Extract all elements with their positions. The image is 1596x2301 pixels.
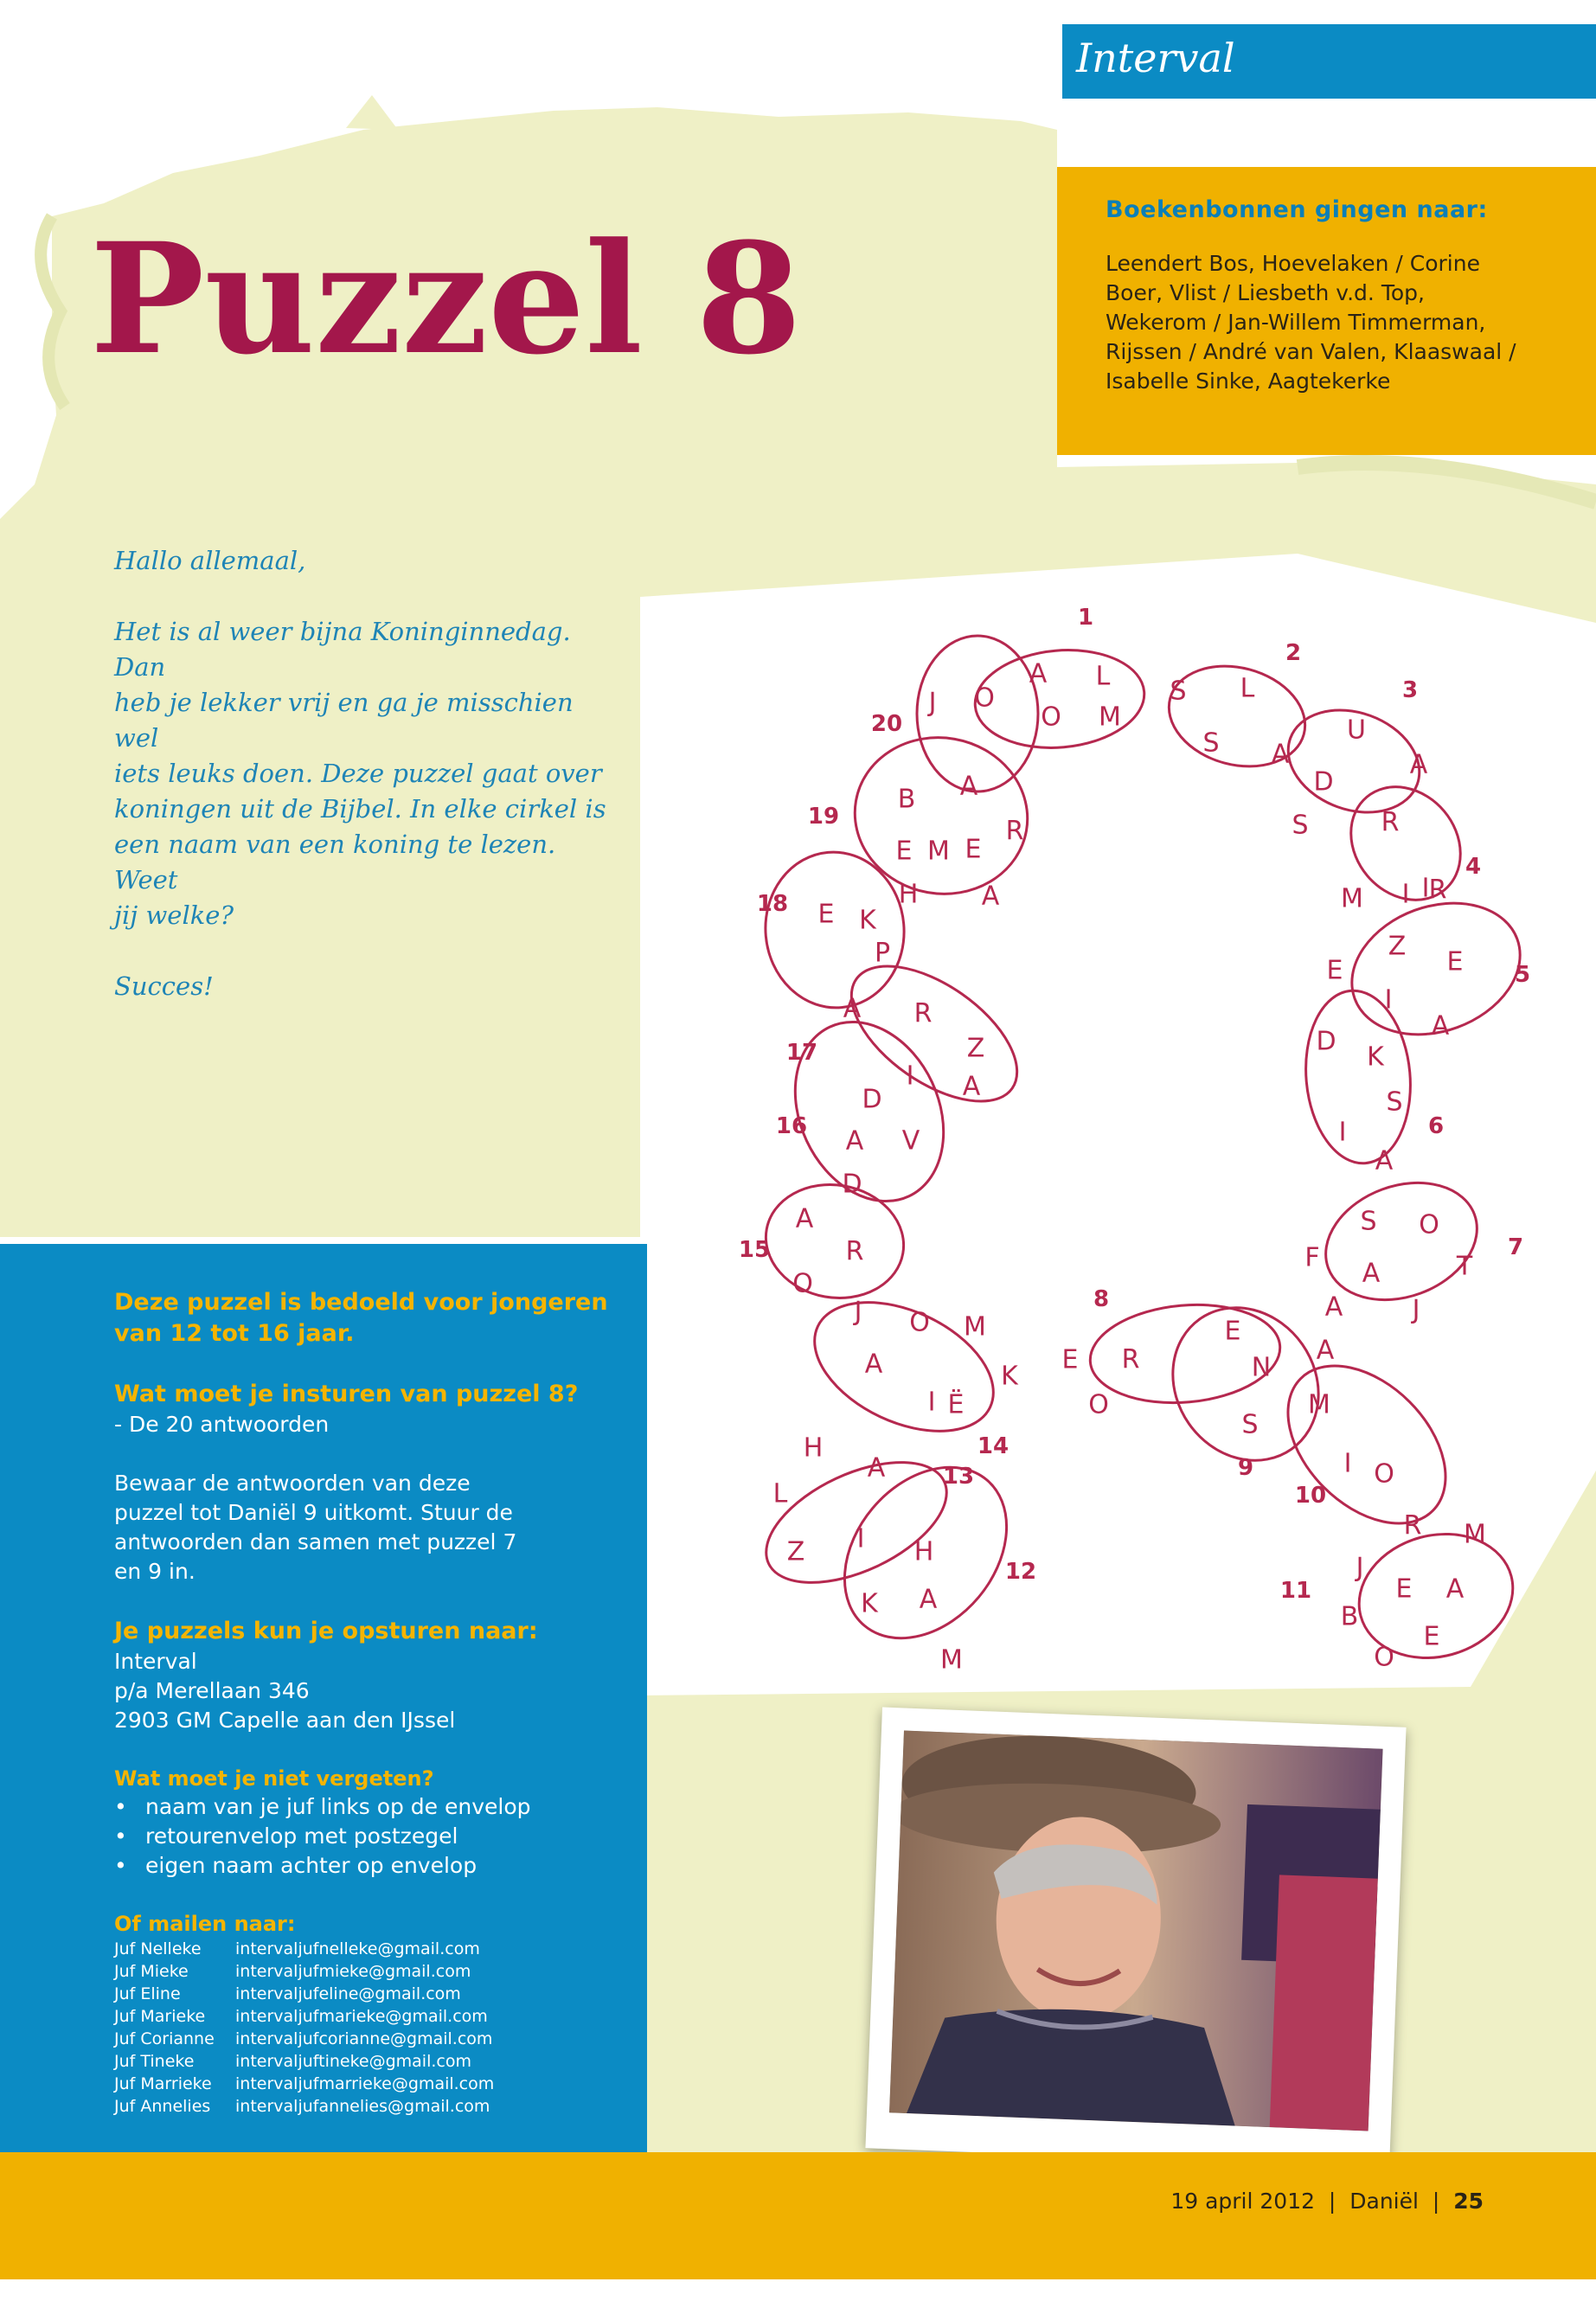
puzzle-letter: I [1401, 879, 1410, 910]
puzzle-letter: N [1251, 1352, 1272, 1383]
puzzle-letter: E [1224, 1316, 1241, 1347]
puzzle-letter: O [974, 683, 995, 714]
section-header-bar [1062, 24, 1596, 99]
puzzle-letter: H [898, 879, 919, 910]
puzzle-circle [757, 1174, 913, 1309]
intro-greeting: Hallo allemaal, [114, 546, 306, 575]
footer-separator: | [1432, 2189, 1440, 2214]
puzzle-letter: L [1240, 673, 1255, 704]
puzzle-letter: E [1423, 1621, 1440, 1652]
puzzle-letter: D [862, 1084, 882, 1115]
puzzle-letter: I [1384, 984, 1393, 1016]
puzzle-letter: M [1099, 702, 1121, 733]
mail-address[interactable]: intervaljufeline@gmail.com [235, 1984, 461, 2003]
puzzle-letter: A [962, 1071, 981, 1102]
mail-name: Juf Marieke [114, 2007, 206, 2026]
list-item: • retourenvelop met postzegel [114, 1822, 612, 1851]
list-item: • eigen naam achter op envelop [114, 1851, 612, 1881]
puzzle-number: 16 [775, 1113, 808, 1139]
puzzle-letter: S [1170, 676, 1187, 707]
puzzle-letter: O [909, 1307, 930, 1338]
mail-name: Juf Annelies [114, 2097, 211, 2116]
puzzle-letter: I [906, 1061, 914, 1092]
puzzle-letter: E [1061, 1344, 1079, 1375]
puzzle-letter: S [1386, 1086, 1403, 1118]
winners-box [1057, 167, 1596, 455]
puzzle-letter: L [1095, 661, 1111, 692]
puzzle-number: 20 [870, 711, 903, 737]
forget-list [114, 1792, 612, 1881]
puzzle-letter: K [861, 1588, 878, 1619]
page-title: Puzzel 8 [90, 209, 802, 388]
puzzle-letter: A [1445, 1574, 1465, 1605]
puzzle-letter: S [1241, 1409, 1259, 1440]
puzzle-letter: K [1001, 1361, 1018, 1392]
address-heading: Je puzzels kun je opsturen naar: [114, 1618, 538, 1644]
address-line: 2903 GM Capelle aan den IJssel [114, 1708, 456, 1733]
mail-address[interactable]: intervaljufmarieke@gmail.com [235, 2007, 488, 2026]
keep-line: en 9 in. [114, 1559, 195, 1584]
mail-row [114, 2005, 612, 2028]
intro-line: Het is al weer bijna Koninginnedag. Dan [114, 617, 571, 682]
winners-text [1106, 249, 1561, 396]
page-footer [0, 2152, 1596, 2279]
mail-address[interactable]: intervaljufmieke@gmail.com [235, 1962, 471, 1981]
puzzle-letter: O [1419, 1209, 1439, 1240]
puzzle-letter: E [1446, 946, 1464, 977]
photo-frame [865, 1708, 1406, 2169]
puzzle-circle [794, 1277, 1013, 1458]
mail-row [114, 1983, 612, 2005]
puzzle-number: 5 [1514, 962, 1531, 988]
puzzle-letter: A [845, 1125, 864, 1157]
mail-address[interactable]: intervaljuftineke@gmail.com [235, 2052, 471, 2071]
puzzle-letter: S [1292, 810, 1309, 841]
puzzle-letter: H [913, 1536, 934, 1567]
puzzle-letter: A [981, 881, 1000, 912]
puzzle-letter: Ë [947, 1389, 965, 1420]
winners-line: Isabelle Sinke, Aagtekerke [1106, 369, 1391, 394]
address-text [114, 1647, 612, 1735]
puzzle-letter: E [1395, 1574, 1413, 1605]
puzzle-letter: M [927, 836, 950, 867]
puzzle-letter: M [1464, 1519, 1486, 1550]
mail-address[interactable]: intervaljufmarrieke@gmail.com [235, 2074, 495, 2093]
puzzle-circle [756, 846, 910, 1013]
puzzle-letter: J [928, 687, 937, 718]
puzzle-number: 1 [1077, 605, 1094, 631]
puzzle-letter: O [792, 1268, 813, 1299]
puzzle-letter: A [864, 1349, 883, 1380]
mail-name: Juf Mieke [114, 1962, 189, 1981]
winners-line: Rijssen / André van Valen, Klaaswaal / [1106, 339, 1516, 364]
puzzle-circle [1299, 986, 1418, 1168]
intro-line: jij welke? [114, 901, 234, 930]
puzzle-number: 8 [1093, 1286, 1110, 1312]
puzzle-letter: J [1412, 1294, 1420, 1325]
puzzle-number: 19 [807, 804, 840, 830]
puzzle-number: 15 [738, 1237, 771, 1263]
puzzle-number: 4 [1465, 854, 1482, 880]
send-item: - De 20 antwoorden [114, 1412, 330, 1437]
puzzle-letter: A [959, 771, 978, 802]
puzzle-letter: A [1324, 1292, 1343, 1323]
puzzle-number: 3 [1401, 677, 1419, 703]
puzzle-number: 18 [756, 891, 789, 917]
puzzle-letter: R [845, 1236, 864, 1267]
puzzle-letter: D [1316, 1026, 1336, 1057]
puzzle-letter: R [1428, 875, 1447, 906]
footer-text [1170, 2189, 1484, 2214]
intro-line: heb je lekker vrij en ga je misschien wel [114, 688, 574, 753]
puzzle-letter: I [1421, 873, 1430, 904]
intro-body [114, 614, 616, 933]
page-number: 25 [1453, 2189, 1484, 2214]
puzzle-letter: Z [786, 1536, 805, 1567]
puzzle-letter: F [1304, 1242, 1320, 1273]
puzzle-letter: Z [966, 1033, 985, 1064]
puzzle-letter: S [1202, 727, 1220, 759]
puzzle-letter: J [1356, 1552, 1364, 1583]
puzzle-number: 7 [1507, 1234, 1524, 1260]
puzzle-letter: A [867, 1452, 886, 1484]
puzzle-letter: K [859, 905, 876, 936]
winners-line: Leendert Bos, Hoevelaken / Corine [1106, 251, 1480, 276]
send-heading: Wat moet je insturen van puzzel 8? [114, 1381, 579, 1407]
list-item: • naam van je juf links op de envelop [114, 1792, 612, 1822]
puzzle-letter: O [1374, 1642, 1394, 1673]
target-heading: Deze puzzel is bedoeld voor jongeren van 12 tot 16 jaar. [114, 1289, 608, 1347]
keep-text [114, 1469, 612, 1586]
puzzle-circle [1157, 651, 1317, 781]
puzzle-letter: D [842, 1169, 862, 1200]
intro-line: een naam van een koning te lezen. Weet [114, 830, 556, 894]
puzzle-letter: A [795, 1203, 814, 1234]
mail-list [114, 1938, 612, 2118]
puzzle-letter: U [1347, 715, 1366, 746]
puzzle-letter: O [1041, 702, 1061, 733]
puzzle-letter: B [1340, 1601, 1359, 1632]
mail-row [114, 2073, 612, 2095]
mail-address[interactable]: intervaljufcorianne@gmail.com [235, 2029, 493, 2048]
puzzle-letter: A [1375, 1145, 1394, 1176]
mail-name: Juf Eline [114, 1984, 181, 2003]
footer-date: 19 april 2012 [1170, 2189, 1316, 2214]
puzzle-number: 2 [1285, 640, 1302, 666]
puzzle-letter: J [854, 1296, 862, 1327]
puzzle-number: 6 [1427, 1113, 1445, 1139]
mail-address[interactable]: intervaljufnelleke@gmail.com [235, 1939, 480, 1958]
puzzle-number: 10 [1294, 1483, 1327, 1509]
puzzle-letter: A [919, 1584, 938, 1615]
puzzle-letter: R [1005, 816, 1024, 847]
puzzle-letter: O [1374, 1458, 1394, 1490]
puzzle-circle [1258, 1336, 1476, 1554]
puzzle-letter: L [772, 1478, 788, 1509]
puzzle-letter: M [1308, 1389, 1330, 1420]
puzzle-number: 13 [942, 1464, 975, 1490]
intro-line: koningen uit de Bijbel. In elke cirkel is [114, 794, 606, 824]
puzzle-letter: I [1338, 1117, 1347, 1148]
puzzle-circle [748, 1438, 965, 1607]
forget-heading: Wat moet je niet vergeten? [114, 1766, 434, 1791]
puzzle-letter: E [895, 836, 913, 867]
photo-illustration [889, 1731, 1383, 2131]
puzzle-letter: S [1360, 1206, 1377, 1237]
puzzle-letter: A [1409, 749, 1428, 780]
puzzle-letter: R [913, 998, 933, 1029]
puzzle-letter: P [874, 938, 891, 969]
winners-line: Boer, Vlist / Liesbeth v.d. Top, [1106, 280, 1425, 305]
mail-name: Juf Corianne [114, 2029, 215, 2048]
puzzle-letter: E [817, 899, 835, 930]
intro-line: iets leuks doen. Deze puzzel gaat over [114, 759, 602, 788]
puzzle-letter: A [1316, 1335, 1335, 1366]
intro-closing: Succes! [114, 971, 214, 1001]
mail-name: Juf Marrieke [114, 2074, 212, 2093]
puzzle-letter: I [927, 1387, 936, 1418]
puzzle-number: 9 [1237, 1455, 1254, 1481]
puzzle-letter: M [940, 1644, 963, 1676]
puzzle-letter: T [1456, 1251, 1473, 1282]
mail-row [114, 2095, 612, 2118]
intro-text [114, 543, 616, 1040]
mail-name: Juf Tineke [114, 2052, 195, 2071]
puzzle-letter: A [1431, 1010, 1450, 1042]
puzzle-letter: E [1326, 955, 1343, 986]
info-box [0, 1244, 647, 2152]
puzzle-number: 11 [1279, 1578, 1312, 1604]
keep-line: puzzel tot Daniël 9 uitkomt. Stuur de [114, 1500, 513, 1525]
winners-heading: Boekenbonnen gingen naar: [1106, 196, 1488, 223]
mail-row [114, 1960, 612, 1983]
winners-line: Wekerom / Jan-Willem Timmerman, [1106, 310, 1486, 335]
mail-address[interactable]: intervaljufannelies@gmail.com [235, 2097, 490, 2116]
queen-photo [889, 1731, 1383, 2131]
puzzle-letter: A [843, 993, 862, 1024]
puzzle-letter: R [1381, 807, 1400, 838]
puzzle-letter: O [1088, 1389, 1109, 1420]
address-line: p/a Merellaan 346 [114, 1678, 310, 1703]
puzzle-letter: K [1367, 1042, 1384, 1073]
puzzle-letter: B [897, 784, 916, 815]
puzzle-letter: H [803, 1433, 824, 1464]
puzzle-letter: I [856, 1523, 865, 1554]
section-label: Interval [1076, 35, 1235, 81]
puzzle-letter: R [1121, 1344, 1140, 1375]
mail-row [114, 1938, 612, 1960]
puzzle-letter: V [901, 1125, 920, 1157]
mail-name: Juf Nelleke [114, 1939, 202, 1958]
puzzle-circle [971, 644, 1148, 755]
mail-heading: Of mailen naar: [114, 1912, 296, 1936]
puzzle-letter: E [965, 834, 982, 865]
puzzle-letter: I [1343, 1448, 1352, 1479]
puzzle-letter: R [1403, 1510, 1422, 1541]
puzzle-letter: A [1271, 739, 1290, 770]
address-line: Interval [114, 1649, 197, 1674]
puzzle-letter: A [1029, 658, 1048, 689]
puzzle-letter: M [964, 1311, 986, 1343]
puzzle-letter: A [1362, 1258, 1381, 1289]
puzzle-number: 14 [977, 1433, 1010, 1459]
puzzle-number: 17 [785, 1040, 818, 1066]
puzzle-letter: Z [1388, 931, 1407, 962]
puzzle-number: 12 [1004, 1559, 1037, 1585]
mail-row [114, 2028, 612, 2050]
puzzle-circle [829, 939, 1040, 1128]
mail-row [114, 2050, 612, 2073]
footer-magazine: Daniël [1349, 2189, 1419, 2214]
keep-line: Bewaar de antwoorden van deze [114, 1471, 471, 1496]
puzzle-circles [640, 571, 1540, 1695]
keep-line: antwoorden dan samen met puzzel 7 [114, 1529, 517, 1554]
puzzle-letter: M [1341, 883, 1363, 914]
footer-separator: | [1328, 2189, 1336, 2214]
puzzle-letter: D [1313, 766, 1334, 798]
